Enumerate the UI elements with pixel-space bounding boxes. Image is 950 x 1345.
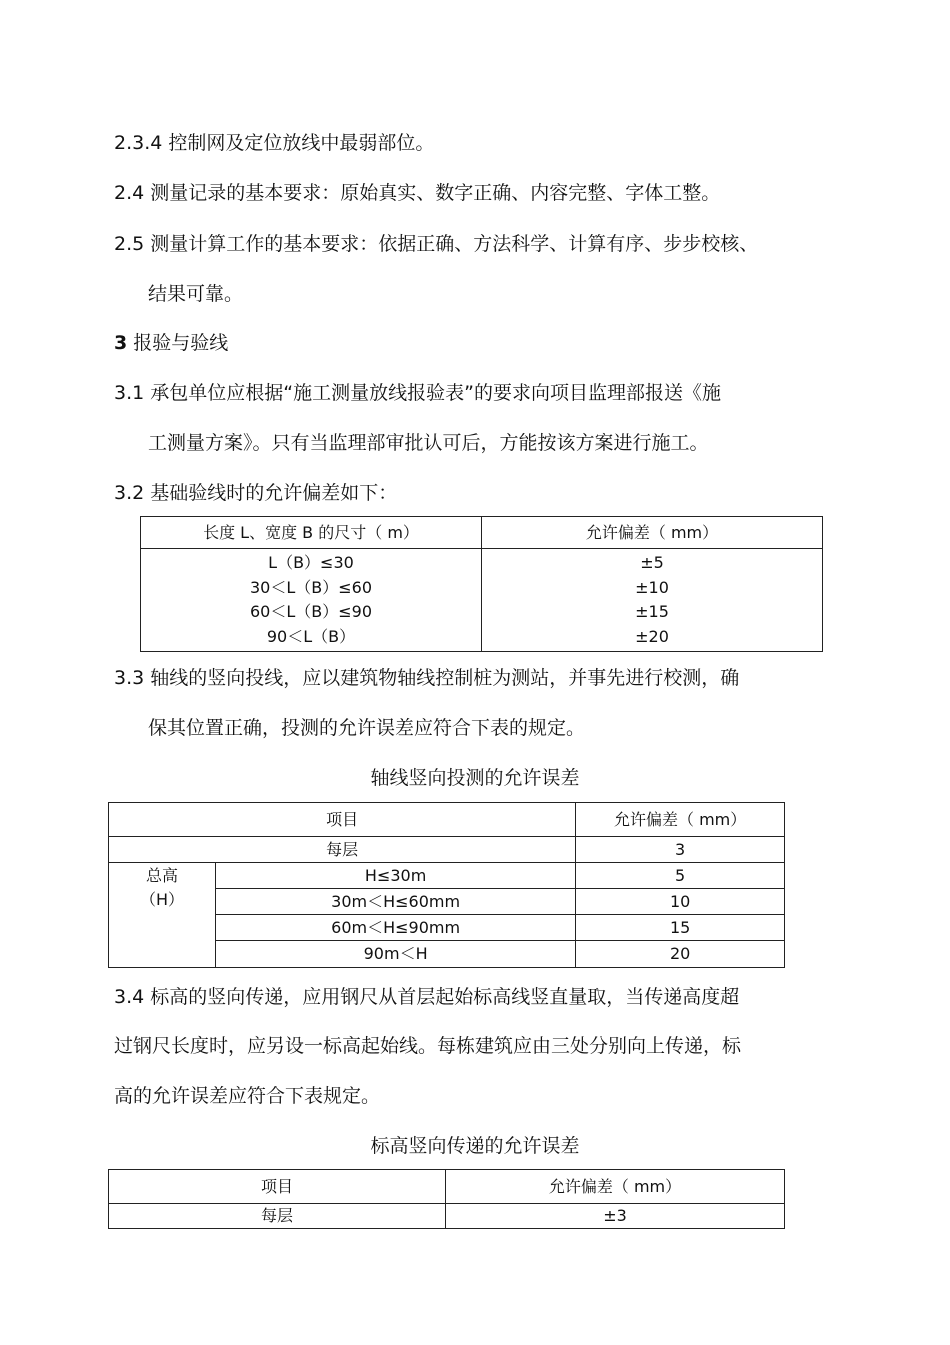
table1-header-tolerance: 允许偏差（ mm） (482, 517, 823, 549)
table2-per-floor-label: 每层 (109, 837, 576, 863)
foundation-tolerance-table (140, 516, 823, 652)
table1-size-value: 90＜L（B） (266, 626, 356, 646)
table1-tolerance-value: ±5 (640, 553, 664, 572)
table2-value-cell: 20 (576, 941, 785, 968)
table3-header-item: 项目 (109, 1170, 446, 1204)
table1-tolerance-value: ±15 (635, 602, 669, 621)
table2-value-cell: 5 (576, 863, 785, 889)
table3-per-floor-label: 每层 (109, 1204, 446, 1229)
para-2-5-line2: 结果可靠。 (148, 283, 244, 305)
total-height-text: 总高 (145, 866, 178, 885)
para-3-4-line2: 过钢尺长度时，应另设一标高起始线。每栋建筑应由三处分别向上传递，标 (114, 1035, 742, 1057)
para-3-3-line1: 3.3 轴线的竖向投线，应以建筑物轴线控制桩为测站，并事先进行校测，确 (114, 667, 740, 689)
table2-header-tolerance: 允许偏差（ mm） (576, 803, 785, 837)
table1-tolerance-value: ±20 (635, 626, 669, 646)
table2-caption: 轴线竖向投测的允许误差 (370, 767, 580, 789)
table2-range-cell: 30m＜H≤60mm (216, 889, 576, 915)
table1-size-value: 30＜L（B）≤60 (249, 577, 373, 597)
table1-tolerance-value: ±10 (635, 577, 669, 597)
para-3-2: 3.2 基础验线时的允许偏差如下： (114, 482, 398, 504)
para-2-4: 2.4 测量记录的基本要求：原始真实、数字正确、内容完整、字体工整。 (114, 182, 721, 204)
table2-range-cell: 90m＜H (216, 941, 576, 968)
table1-size-value: 60＜L（B）≤90 (249, 602, 373, 621)
para-3-4-line1: 3.4 标高的竖向传递，应用钢尺从首层起始标高线竖直量取，当传递高度超 (114, 986, 740, 1008)
table1-tolerance-cell (482, 549, 823, 652)
table2-total-height-label (109, 863, 216, 968)
table1-size-cell (141, 549, 482, 652)
para-3-3-line2: 保其位置正确，投测的允许误差应符合下表的规定。 (148, 717, 586, 739)
table2-per-floor-value: 3 (576, 837, 785, 863)
table3-per-floor-value: ±3 (446, 1204, 785, 1229)
section-heading-3 (114, 329, 228, 357)
table2-range-cell: H≤30m (216, 863, 576, 889)
elevation-transfer-table (108, 1169, 785, 1229)
table1-header-size: 长度 L、宽度 B 的尺寸（ m） (141, 517, 482, 549)
table3-caption: 标高竖向传递的允许误差 (370, 1135, 580, 1157)
para-2-3-4: 2.3.4 控制网及定位放线中最弱部位。 (114, 132, 435, 154)
axis-projection-table (108, 802, 785, 968)
section-title: 报验与验线 (127, 332, 229, 354)
table1-size-value: L（B）≤30 (268, 553, 354, 572)
para-2-5-line1: 2.5 测量计算工作的基本要求：依据正确、方法科学、计算有序、步步校核、 (114, 233, 759, 255)
table2-value-cell: 10 (576, 889, 785, 915)
para-3-1-line1: 3.1 承包单位应根据“施工测量放线报验表”的要求向项目监理部报送《施 (114, 382, 721, 404)
para-3-4-line3: 高的允许误差应符合下表规定。 (114, 1085, 381, 1107)
table2-range-cell: 60m＜H≤90mm (216, 915, 576, 941)
section-number: 3 (114, 332, 128, 354)
total-height-symbol: （H） (139, 890, 185, 909)
para-3-1-line2: 工测量方案》。只有当监理部审批认可后，方能按该方案进行施工。 (148, 432, 709, 454)
table3-header-tolerance: 允许偏差（ mm） (446, 1170, 785, 1204)
table2-header-item: 项目 (109, 803, 576, 837)
table2-value-cell: 15 (576, 915, 785, 941)
